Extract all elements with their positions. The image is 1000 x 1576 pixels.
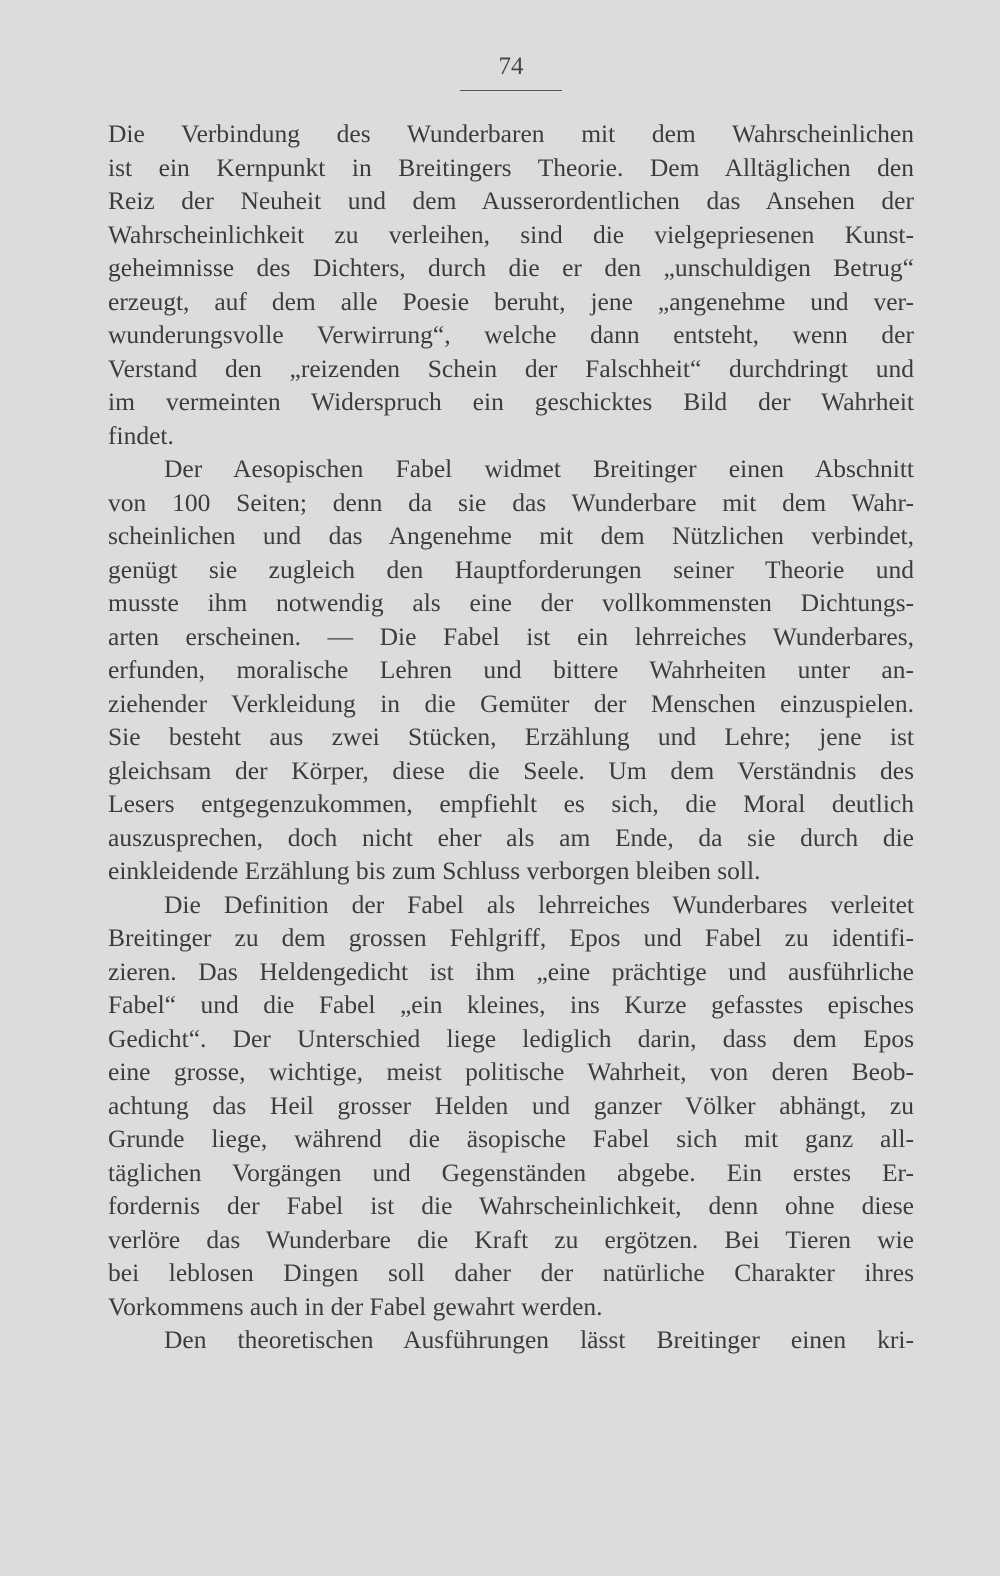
page-number-rule <box>460 90 562 91</box>
text-line: gleichsam der Körper, diese die Seele. Um dem Verständnis des <box>108 755 914 785</box>
text-line: arten erscheinen. — Die Fabel ist ein lehrreiches Wunderbares, <box>108 621 914 651</box>
text-line: Sie besteht aus zwei Stücken, Erzählung und Lehre; jene ist <box>108 722 914 751</box>
text-line: Reiz der Neuheit und dem Ausserordentlichen das Ansehen der <box>108 186 914 215</box>
text-line: Verstand den „reizenden Schein der Falschheit“ durchdringt und <box>108 353 914 383</box>
text-line: ist ein Kernpunkt in Breitingers Theorie. Dem Alltäglichen den <box>108 152 914 182</box>
text-line: musste ihm notwendig als eine der vollkommensten Dichtungs- <box>108 588 914 617</box>
text-line: scheinlichen und das Angenehme mit dem Nützlichen verbindet, <box>108 521 914 550</box>
text-line: Wahrscheinlichkeit zu verleihen, sind die vielgepriesenen Kunst- <box>108 219 914 249</box>
text-line: Lesers entgegenzukommen, empfiehlt es sich, die Moral deutlich <box>108 789 914 818</box>
text-line: Den theoretischen Ausführungen lässt Breitinger einen kri- <box>164 1325 914 1354</box>
text-line: findet. <box>108 420 174 450</box>
text-line: täglichen Vorgängen und Gegenständen abgebe. Ein erstes Er- <box>108 1157 914 1187</box>
text-line: eine grosse, wichtige, meist politische Wahrheit, von deren Beob- <box>108 1057 914 1086</box>
text-line: Grunde liege, während die äsopische Fabel sich mit ganz all- <box>108 1124 914 1153</box>
page-number: 74 <box>498 53 524 80</box>
text-line: Fabel“ und die Fabel „ein kleines, ins Kurze gefasstes episches <box>108 990 914 1019</box>
text-line: im vermeinten Widerspruch ein geschicktes Bild der Wahrheit <box>108 387 914 416</box>
text-line: bei leblosen Dingen soll daher der natürliche Charakter ihres <box>108 1258 914 1287</box>
text-line: Die Verbindung des Wunderbaren mit dem Wahrscheinlichen <box>108 119 914 148</box>
text-line: wunderungsvolle Verwirrung“, welche dann entsteht, wenn der <box>108 320 914 349</box>
text-line: Der Aesopischen Fabel widmet Breitinger einen Abschnitt <box>164 454 914 483</box>
text-line: ziehender Verkleidung in die Gemüter der Menschen einzuspielen. <box>108 688 914 718</box>
text-line: erfunden, moralische Lehren und bittere Wahrheiten unter an- <box>108 655 914 684</box>
text-line: achtung das Heil grosser Helden und ganzer Völker abhängt, zu <box>108 1090 914 1120</box>
text-line: Vorkommens auch in der Fabel gewahrt werden. <box>108 1291 603 1321</box>
text-line: genügt sie zugleich den Hauptforderungen seiner Theorie und <box>108 554 914 584</box>
text-line: von 100 Seiten; denn da sie das Wunderbare mit dem Wahr- <box>108 487 914 517</box>
body-text <box>108 117 914 1357</box>
text-line: Die Definition der Fabel als lehrreiches Wunderbares verleitet <box>164 889 914 919</box>
text-line: Breitinger zu dem grossen Fehlgriff, Epos und Fabel zu identifi- <box>108 923 914 952</box>
text-line: zieren. Das Heldengedicht ist ihm „eine prächtige und ausführliche <box>108 956 914 986</box>
text-line: geheimnisse des Dichters, durch die er den „unschuldigen Betrug“ <box>108 253 914 282</box>
text-line: erzeugt, auf dem alle Poesie beruht, jene „angenehme und ver- <box>108 286 914 316</box>
text-line: auszusprechen, doch nicht eher als am Ende, da sie durch die <box>108 822 914 852</box>
text-line: Gedicht“. Der Unterschied liege lediglich darin, dass dem Epos <box>108 1023 914 1053</box>
text-line: fordernis der Fabel ist die Wahrscheinlichkeit, denn ohne diese <box>108 1191 914 1220</box>
text-line: einkleidende Erzählung bis zum Schluss verborgen bleiben soll. <box>108 856 761 885</box>
text-line: verlöre das Wunderbare die Kraft zu ergötzen. Bei Tieren wie <box>108 1224 914 1254</box>
